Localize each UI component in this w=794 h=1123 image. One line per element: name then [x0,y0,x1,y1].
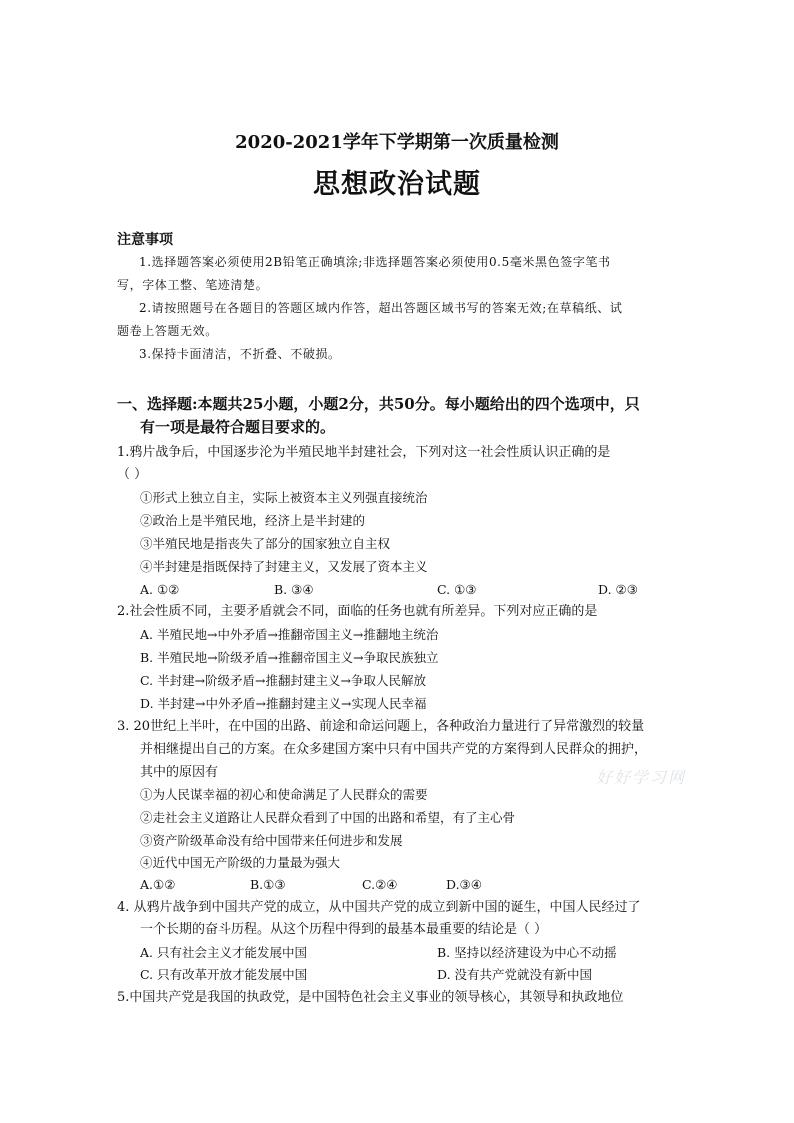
question-3-statement-4: ④近代中国无产阶级的力量最为强大 [140,855,341,870]
question-2-option-c: C. 半封建→阶级矛盾→推翻封建主义→争取人民解放 [140,673,426,688]
question-4-option-b: B. 坚持以经济建设为中心不动摇 [437,945,617,960]
question-3-option-d: D.③④ [446,877,482,892]
question-2-option-b: B. 半殖民地→阶级矛盾→推翻帝国主义→争取民族独立 [140,650,439,665]
question-3-option-c: C.②④ [362,877,398,892]
notice-item-1-line-2: 写，字体工整、笔迹清楚。 [117,278,269,292]
question-1-statement-2: ②政治上是半殖民地，经济上是半封建的 [140,513,366,528]
question-3-statement-3: ③资产阶级革命没有给中国带来任何进步和发展 [140,833,403,848]
question-2-option-d: D. 半封建→中外矛盾→推翻封建主义→实现人民幸福 [140,696,427,711]
question-3-stem-line-1: 3. 20世纪上半叶，在中国的出路、前途和命运问题上，各种政治力量进行了异常激烈的较量 [117,719,645,734]
question-4-option-c: C. 只有改革开放才能发展中国 [140,967,308,982]
section-heading-line-1: 一、选择题:本题共25小题，小题2分，共50分。每小题给出的四个选项中，只 [117,395,640,413]
question-1-option-c: C. ①③ [437,582,477,597]
exam-title: 2020-2021学年下学期第一次质量检测 [235,132,559,153]
question-4-option-d: D. 没有共产党就没有新中国 [437,967,593,982]
notice-item-2-line-2: 题卷上答题无效。 [117,324,218,338]
notice-item-1-line-1: 1.选择题答案必须使用2B铅笔正确填涂;非选择题答案必须使用0.5毫米黑色签字笔书 [139,255,611,269]
question-5-stem-line-1: 5.中国共产党是我国的执政党，是中国特色社会主义事业的领导核心，其领导和执政地位 [117,990,624,1005]
notice-heading: 注意事项 [117,232,173,248]
question-1-statement-4: ④半封建是指既保持了封建主义，又发展了资本主义 [140,559,428,574]
question-1-option-b: B. ③④ [274,582,314,597]
question-4-stem-line-2: 一个长期的奋斗历程。从这个历程中得到的最基本最重要的结论是（ ） [140,922,548,937]
question-3-statement-1: ①为人民谋幸福的初心和使命满足了人民群众的需要 [140,787,428,802]
question-1-stem: 1.鸦片战争后，中国逐步沦为半殖民地半封建社会，下列对这一社会性质认识正确的是 [117,445,611,460]
exam-subject: 思想政治试题 [313,169,481,200]
question-2-stem: 2.社会性质不同，主要矛盾就会不同，面临的任务也就有所差异。下列对应正确的是 [117,604,598,619]
question-3-stem-line-3: 其中的原因有 [140,765,219,780]
question-3-option-b: B.①③ [250,877,286,892]
question-3-statement-2: ②走社会主义道路让人民群众看到了中国的出路和希望，有了主心骨 [140,810,516,825]
question-1-statement-3: ③半殖民地是指丧失了部分的国家独立自主权 [140,536,391,551]
section-heading-line-2: 有一项是最符合题目要求的。 [140,418,336,436]
question-3-option-a: A.①② [140,877,176,892]
question-4-stem-line-1: 4. 从鸦片战争到中国共产党的成立，从中国共产党的成立到新中国的诞生，中国人民经过了 [117,900,641,915]
question-3-stem-line-2: 并相继提出自己的方案。在众多建国方案中只有中国共产党的方案得到人民群众的拥护， [140,742,648,757]
question-1-option-a: A. ①② [140,582,180,597]
watermark: 好好学习网 [596,768,687,787]
question-1-answer-blank: （ ） [117,467,148,482]
question-1-option-d: D. ②③ [598,582,638,597]
question-2-option-a: A. 半殖民地→中外矛盾→推翻帝国主义→推翻地主统治 [140,627,439,642]
question-4-option-a: A. 只有社会主义才能发展中国 [140,945,307,960]
question-1-statement-1: ①形式上独立自主，实际上被资本主义列强直接统治 [140,490,428,505]
notice-item-3: 3.保持卡面清洁，不折叠、不破损。 [139,347,341,361]
notice-item-2-line-1: 2.请按照题号在各题目的答题区域内作答，超出答题区域书写的答案无效;在草稿纸、试 [139,301,623,315]
